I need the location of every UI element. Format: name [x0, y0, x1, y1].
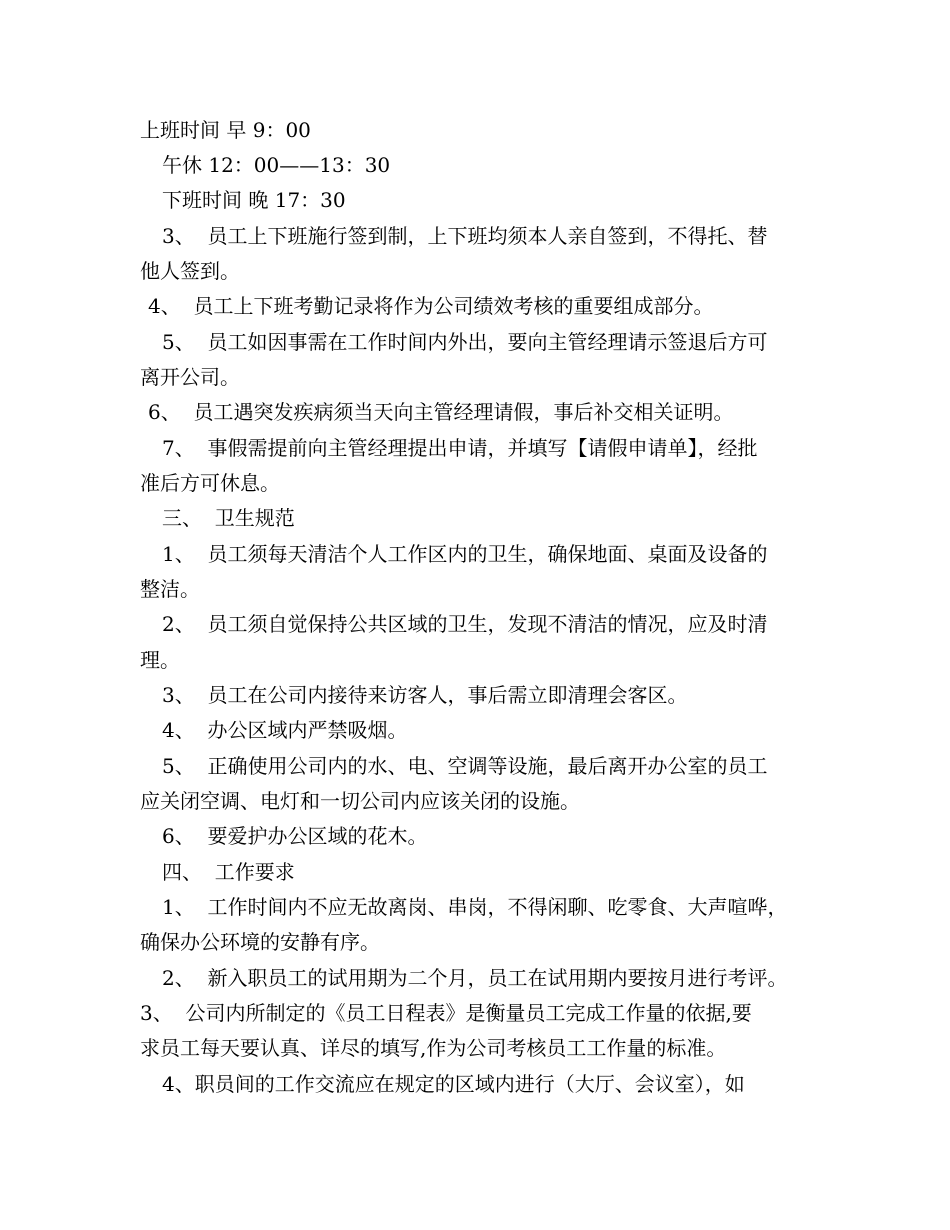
text-line: 午休 12：00——13：30: [162, 153, 391, 177]
text-line: 上班时间 早 9：00: [140, 118, 311, 142]
text-line: 2、 新入职员工的试用期为二个月，员工在试用期内要按月进行考评。: [162, 966, 788, 990]
text-line: 4、职员间的工作交流应在规定的区域内进行（大厅、会议室），如: [162, 1072, 745, 1096]
text-line: 1、 工作时间内不应无故离岗、串岗，不得闲聊、吃零食、大声喧哗，: [162, 895, 788, 919]
text-line: 理。: [140, 648, 180, 672]
text-line: 他人签到。: [140, 259, 240, 283]
section-heading: 四、 工作要求: [162, 860, 295, 884]
section-heading: 三、 卫生规范: [162, 506, 295, 530]
text-line: 离开公司。: [140, 365, 240, 389]
text-line: 3、 公司内所制定的《员工日程表》是衡量员工完成工作量的依据,要: [140, 1001, 752, 1025]
text-line: 7、 事假需提前向主管经理提出申请，并填写【请假申请单】，经批: [162, 436, 758, 460]
text-line: 求员工每天要认真、详尽的填写,作为公司考核员工工作量的标准。: [140, 1036, 727, 1060]
text-line: 确保办公环境的安静有序。: [140, 930, 380, 954]
text-line: 6、 要爱护办公区域的花木。: [162, 824, 428, 848]
text-line: 应关闭空调、电灯和一切公司内应该关闭的设施。: [140, 789, 580, 813]
text-line: 3、 员工在公司内接待来访客人，事后需立即清理会客区。: [162, 683, 688, 707]
text-line: 整洁。: [140, 577, 200, 601]
text-line: 3、 员工上下班施行签到制，上下班均须本人亲自签到，不得托、替: [162, 224, 768, 248]
text-line: 5、 正确使用公司内的水、电、空调等设施，最后离开办公室的员工: [162, 754, 768, 778]
text-line: 准后方可休息。: [140, 471, 280, 495]
text-line: 4、 办公区域内严禁吸烟。: [162, 718, 408, 742]
text-line: 4、 员工上下班考勤记录将作为公司绩效考核的重要组成部分。: [148, 294, 714, 318]
text-line: 5、 员工如因事需在工作时间内外出，要向主管经理请示签退后方可: [162, 330, 768, 354]
text-line: 1、 员工须每天清洁个人工作区内的卫生，确保地面、桌面及设备的: [162, 542, 768, 566]
text-line: 下班时间 晚 17：30: [162, 188, 346, 212]
text-line: 2、 员工须自觉保持公共区域的卫生，发现不清洁的情况，应及时清: [162, 612, 768, 636]
text-line: 6、 员工遇突发疾病须当天向主管经理请假，事后补交相关证明。: [148, 400, 734, 424]
